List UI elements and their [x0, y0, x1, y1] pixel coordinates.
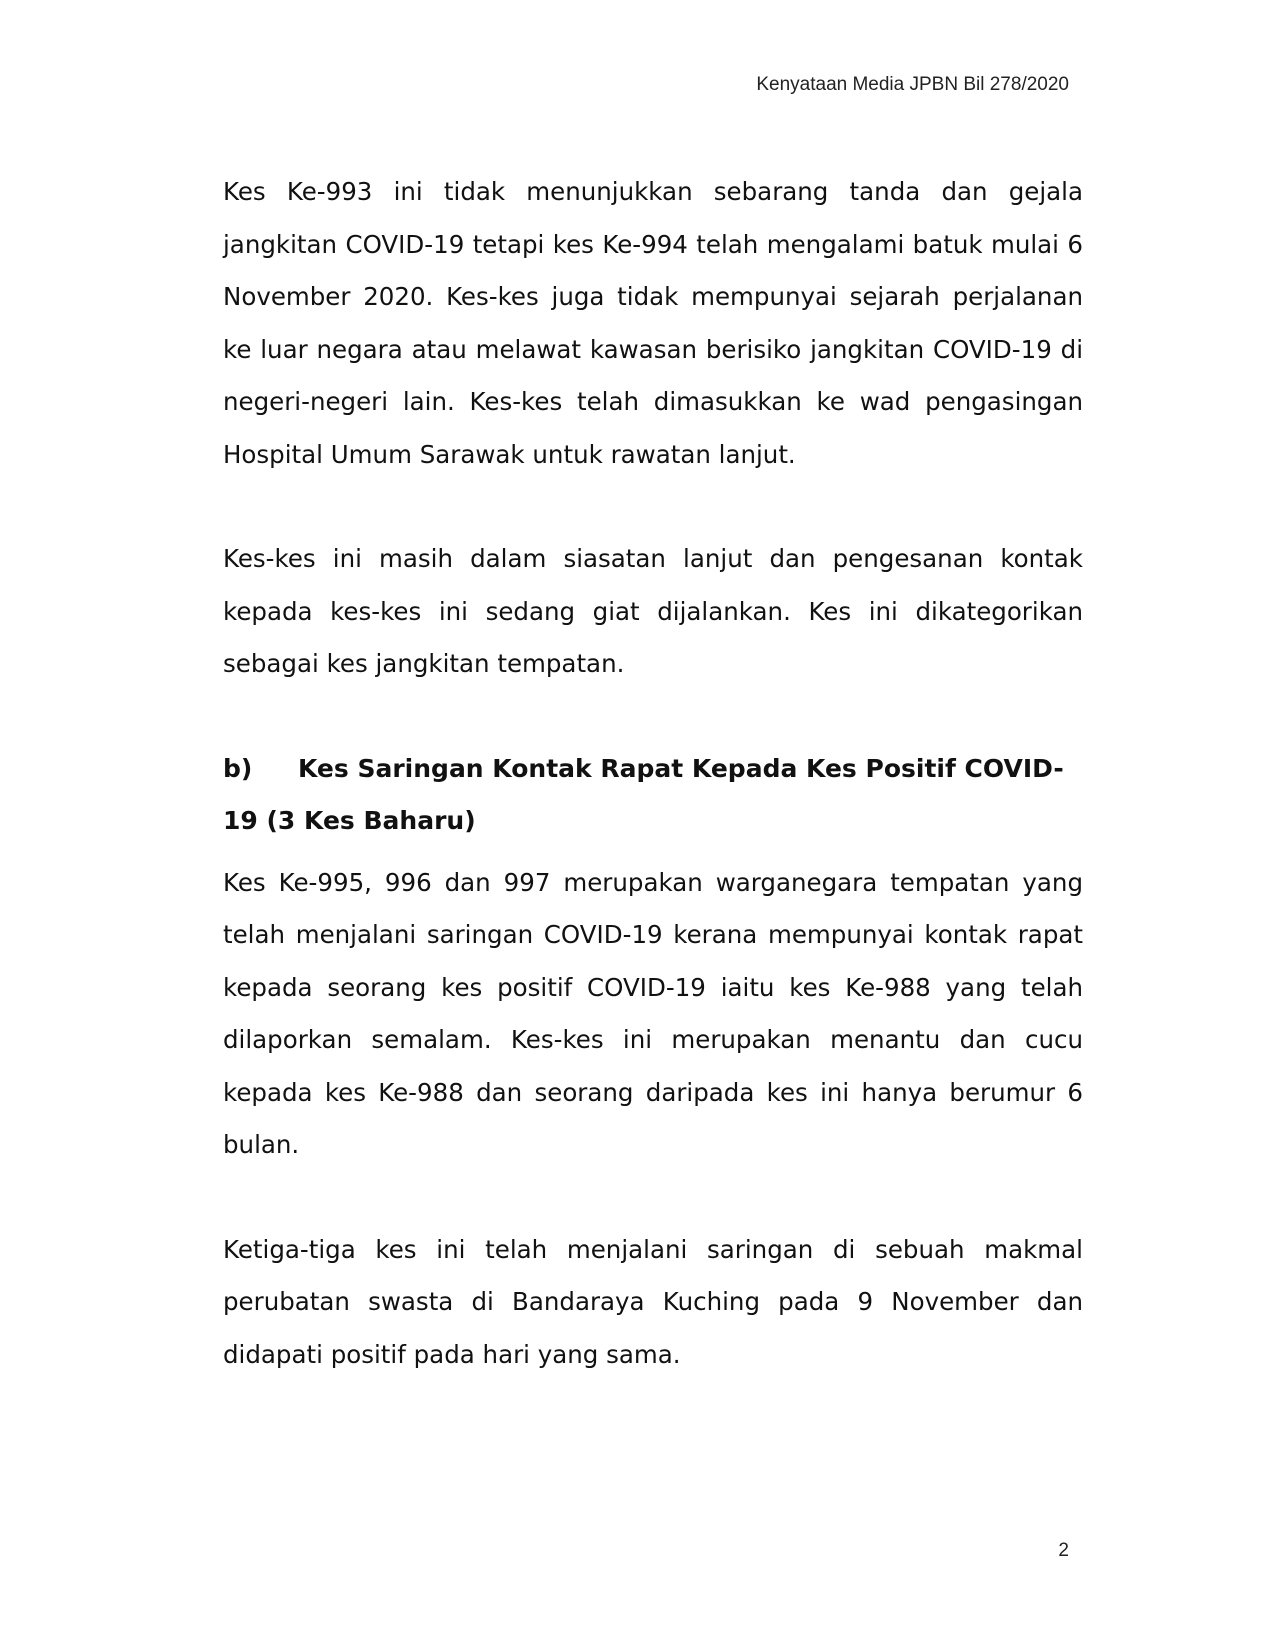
paragraph-case-993-994: Kes Ke-993 ini tidak menunjukkan sebarang tanda dan gejala jangkitan COVID-19 tetapi kes Ke-994 telah mengalami batuk mulai 6 November 2020. Kes-kes juga tidak mempunyai sejarah perjalanan ke luar negara atau melawat kawasan berisiko jangkitan COVID-19 di negeri-negeri lain. Kes-kes telah dimasukkan ke wad pengasingan Hospital Umum Sarawak untuk rawatan lanjut.	[223, 177, 1083, 469]
section-marker: b)	[223, 753, 253, 783]
paragraph-case-995-997: Kes Ke-995, 996 dan 997 merupakan warganegara tempatan yang telah menjalani saringan COVID-19 kerana mempunyai kontak rapat kepada seorang kes positif COVID-19 iaitu kes Ke-988 yang telah dilaporkan semalam. Kes-kes ini merupakan menantu dan cucu kepada kes Ke-988 dan seorang daripada kes ini hanya berumur 6 bulan.	[223, 867, 1083, 1159]
paragraph-screening: Ketiga-tiga kes ini telah menjalani saringan di sebuah makmal perubatan swasta di Bandaraya Kuching pada 9 November dan didapati positif pada hari yang sama.	[223, 1234, 1083, 1369]
page-number: 2	[1058, 1540, 1069, 1561]
paragraph-investigation: Kes-kes ini masih dalam siasatan lanjut dan pengesanan kontak kepada kes-kes ini sedang giat dijalankan. Kes ini dikategorikan sebagai kes jangkitan tempatan.	[223, 544, 1083, 678]
document-body	[223, 166, 1083, 1381]
section-heading-b	[223, 743, 1083, 847]
document-header-reference: Kenyataan Media JPBN Bil 278/2020	[756, 74, 1069, 95]
section-title: Kes Saringan Kontak Rapat Kepada Kes Positif COVID-19 (3 Kes Baharu)	[223, 753, 1064, 835]
